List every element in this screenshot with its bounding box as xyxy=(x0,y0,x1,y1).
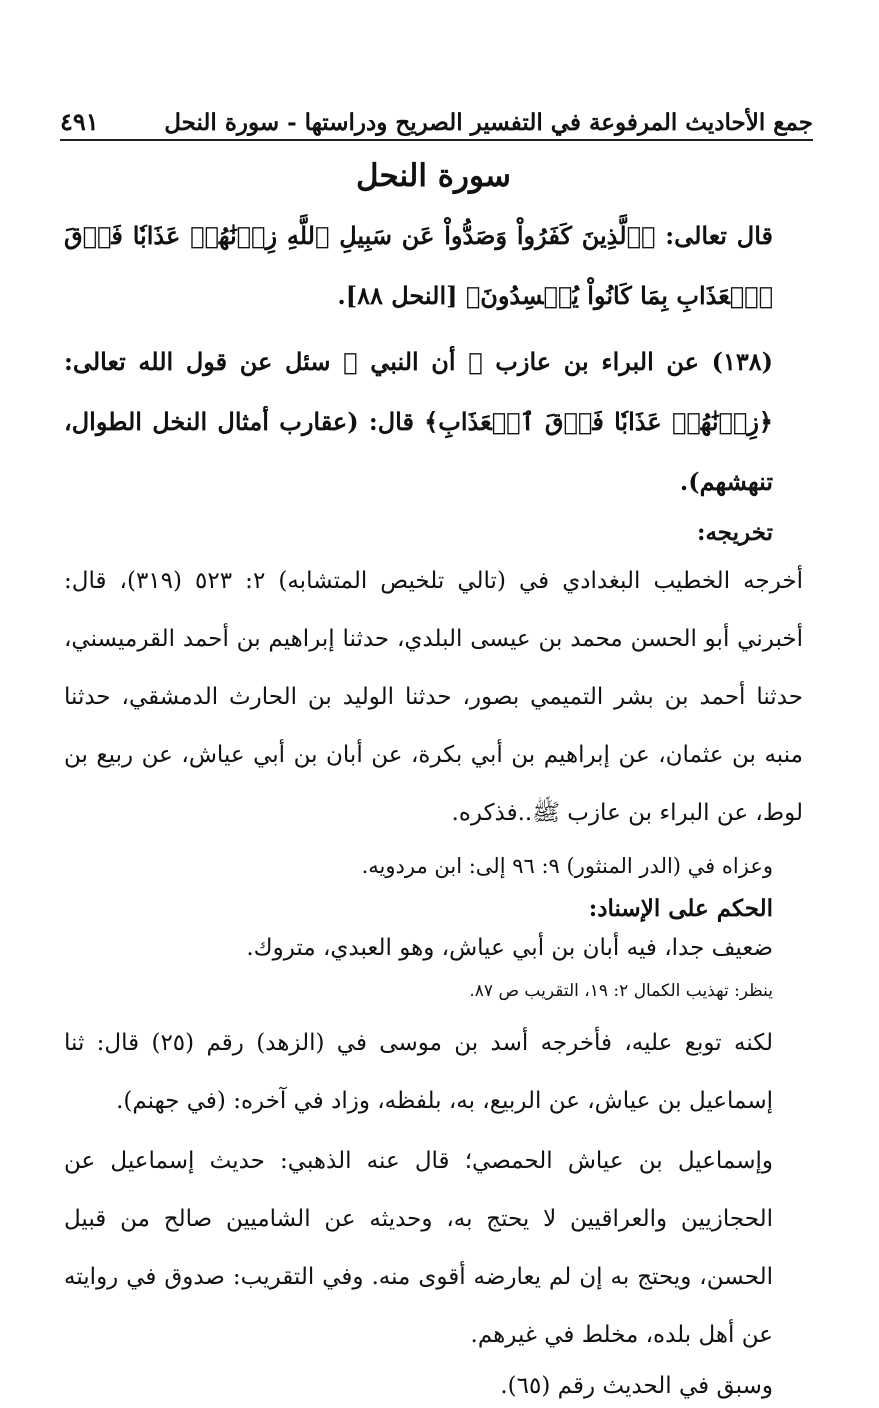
ruling-paragraph-1: لكنه توبع عليه، فأخرجه أسد بن موسى في (الزهد) رقم (٢٥) قال: ثنا إسماعيل بن عياش، عن الربيع، به، بلفظه، وزاد في آخره: (في جهنم). xyxy=(64,1030,773,1114)
hadith-text: (١٣٨) عن البراء بن عازب ﷺ أن النبي ﷺ سئل عن قول الله تعالى: ﴿زِدۡنَٰهُمۡ عَذَابٗا فَوۡقَ ٱلۡعَذَابِ﴾ قال: (عقارب أمثال النخل الطوال، تنهشهم). xyxy=(64,347,773,496)
quran-verse: قال تعالى: ﴿ٱلَّذِينَ كَفَرُواْ وَصَدُّواْ عَن سَبِيلِ ٱللَّهِ زِدۡنَٰهُمۡ عَذَابٗا فَوۡقَ ٱلۡعَذَابِ بِمَا كَانُواْ يُفۡسِدُونَ﴾ [النحل ٨٨]. xyxy=(64,221,773,310)
takhrij-attribution: وعزاه في (الدر المنثور) ٩: ٩٦ إلى: ابن مردويه. xyxy=(361,854,773,878)
ruling-paragraph-2: وإسماعيل بن عياش الحمصي؛ قال عنه الذهبي: حديث إسماعيل عن الحجازيين والعراقيين لا يحتج به، وحديثه عن الشاميين صالح من قبيل الحسن، ويحتج به إن لم يعارضه أقوى منه. وفي التقريب: صدوق في روايته عن أهل بلده، مخلط في غيرهم. xyxy=(64,1148,773,1348)
header-rule xyxy=(60,139,813,141)
cross-reference: وسبق في الحديث رقم (٦٥). xyxy=(500,1373,773,1399)
page-content xyxy=(64,150,803,1408)
page-number: ٤٩١ xyxy=(60,107,99,136)
takhrij-paragraph: أخرجه الخطيب البغدادي في (تالي تلخيص المتشابه) ٢: ٥٢٣ (٣١٩)، قال: أخبرني أبو الحسن محمد بن عيسى البلدي، حدثنا إبراهيم بن أحمد القرميسني، حدثنا أحمد بن بشر التميمي بصور، حدثنا الوليد بن الحارث الدمشقي، حدثنا منبه بن عثمان، عن إبراهيم بن أبي بكرة، عن أبان بن أبي عياش، عن ربيع بن لوط، عن البراء بن عازب ﷺ..فذكره. xyxy=(64,568,803,826)
ruling-text: ضعيف جدا، فيه أبان بن أبي عياش، وهو العبدي، متروك. xyxy=(246,935,773,961)
running-title: جمع الأحاديث المرفوعة في التفسير الصريح ودراستها - سورة النحل xyxy=(164,109,813,136)
ruling-heading: الحكم على الإسناد: xyxy=(588,895,773,922)
surah-title: سورة النحل xyxy=(356,158,511,194)
ruling-note: ينظر: تهذيب الكمال ٢: ١٩، التقريب ص ٨٧. xyxy=(469,981,773,1001)
takhrij-heading: تخريجه: xyxy=(696,519,773,546)
page-header xyxy=(60,98,813,136)
